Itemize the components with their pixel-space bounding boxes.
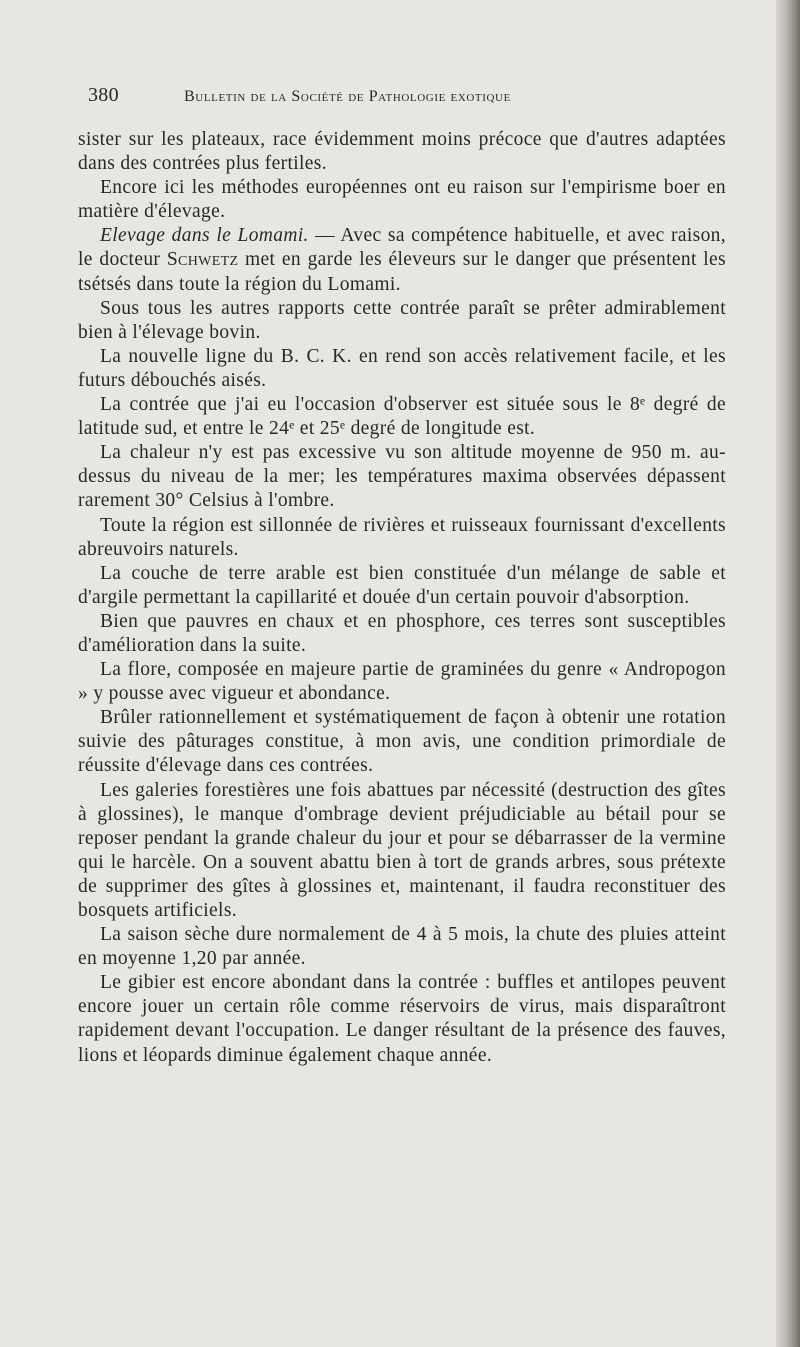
paragraph-flora: La flore, composée en majeure partie de graminées du genre « Andropogon » y pousse avec vigueur et abondance. — [78, 659, 726, 705]
journal-title: Bulletin de la Société de Pathologie exotique — [184, 88, 511, 105]
author-name-schwetz: Schwetz — [166, 249, 239, 271]
paragraph-rivers: Toute la région est sillonnée de rivières et ruisseaux fournissant d'excellents abreuvoirs naturels. — [78, 514, 726, 560]
paragraph-bovine-breeding: Sous tous les autres rapports cette contrée paraît se prêter admirablement bien à l'élevage bovin. — [78, 297, 726, 343]
paragraph-continuation: sister sur les plateaux, race évidemment moins précoce que d'autres adaptées dans des contrées plus fertiles. — [78, 129, 726, 175]
paragraph-lomami-text-a: — Avec sa compétence habituelle, et avec raison, le docteur — [78, 225, 727, 271]
paragraph-burning: Brûler rationnellement et systématiquement de façon à obtenir une rotation suivie des pâturages constitue, à mon avis, une condition primordiale de réussite d'élevage dans ces contrées. — [78, 707, 726, 777]
paragraph-european-methods: Encore ici les méthodes européennes ont eu raison sur l'empirisme boer en matière d'élevage. — [78, 177, 726, 223]
paragraph-dry-season: La saison sèche dure normalement de 4 à 5 mois, la chute des pluies atteint en moyenne 1,20 par année. — [78, 924, 726, 970]
paragraph-soil: La couche de terre arable est bien constituée d'un mélange de sable et d'argile permettant la capillarité et douée d'un certain pouvoir d'absorption. — [78, 562, 726, 608]
section-heading-lomami: Elevage dans le Lomami. — [100, 225, 309, 247]
paragraph-game-animals: Le gibier est encore abondant dans la contrée : buffles et antilopes peuvent encore jouer un certain rôle comme réservoirs de virus, mais disparaîtront rapidement devant l'occupation. Le danger résultant de la présence des fauves, lions et léopards diminue également chaque année. — [78, 972, 726, 1066]
paragraph-location: La contrée que j'ai eu l'occasion d'observer est située sous le 8ᵉ degré de latitude sud, et entre le 24ᵉ et 25ᵉ degré de longitude est. — [78, 394, 726, 440]
paragraph-lomami-heading — [78, 224, 726, 296]
paragraph-railway-line: La nouvelle ligne du B. C. K. en rend son accès relativement facile, et les futurs débouchés aisés. — [78, 345, 726, 391]
paragraph-climate: La chaleur n'y est pas excessive vu son altitude moyenne de 950 m. au-dessus du niveau de la mer; les températures maxima observées dépassent rarement 30° Celsius à l'ombre. — [78, 442, 726, 512]
page-binding-edge — [776, 0, 800, 1347]
paragraph-forest-galleries: Les galeries forestières une fois abattues par nécessité (destruction des gîtes à glossines), le manque d'ombrage devient préjudiciable au bétail pour se reposer pendant la grande chaleur du jour et pour se débarrasser de la vermine qui le harcèle. On a souvent abattu bien à tort de grands arbres, sous prétexte de supprimer des gîtes à glossines et, maintenant, il faudra reconstituer des bosquets artificiels. — [78, 779, 726, 921]
paragraph-lomami-text-b: met en garde les éleveurs sur le danger que présentent les tsétsés dans toute la région du Lomami. — [78, 249, 726, 295]
running-header — [88, 84, 728, 110]
article-body — [78, 128, 726, 1068]
page-number: 380 — [88, 84, 119, 106]
paragraph-soil-improvement: Bien que pauvres en chaux et en phosphore, ces terres sont susceptibles d'amélioration dans la suite. — [78, 610, 726, 656]
